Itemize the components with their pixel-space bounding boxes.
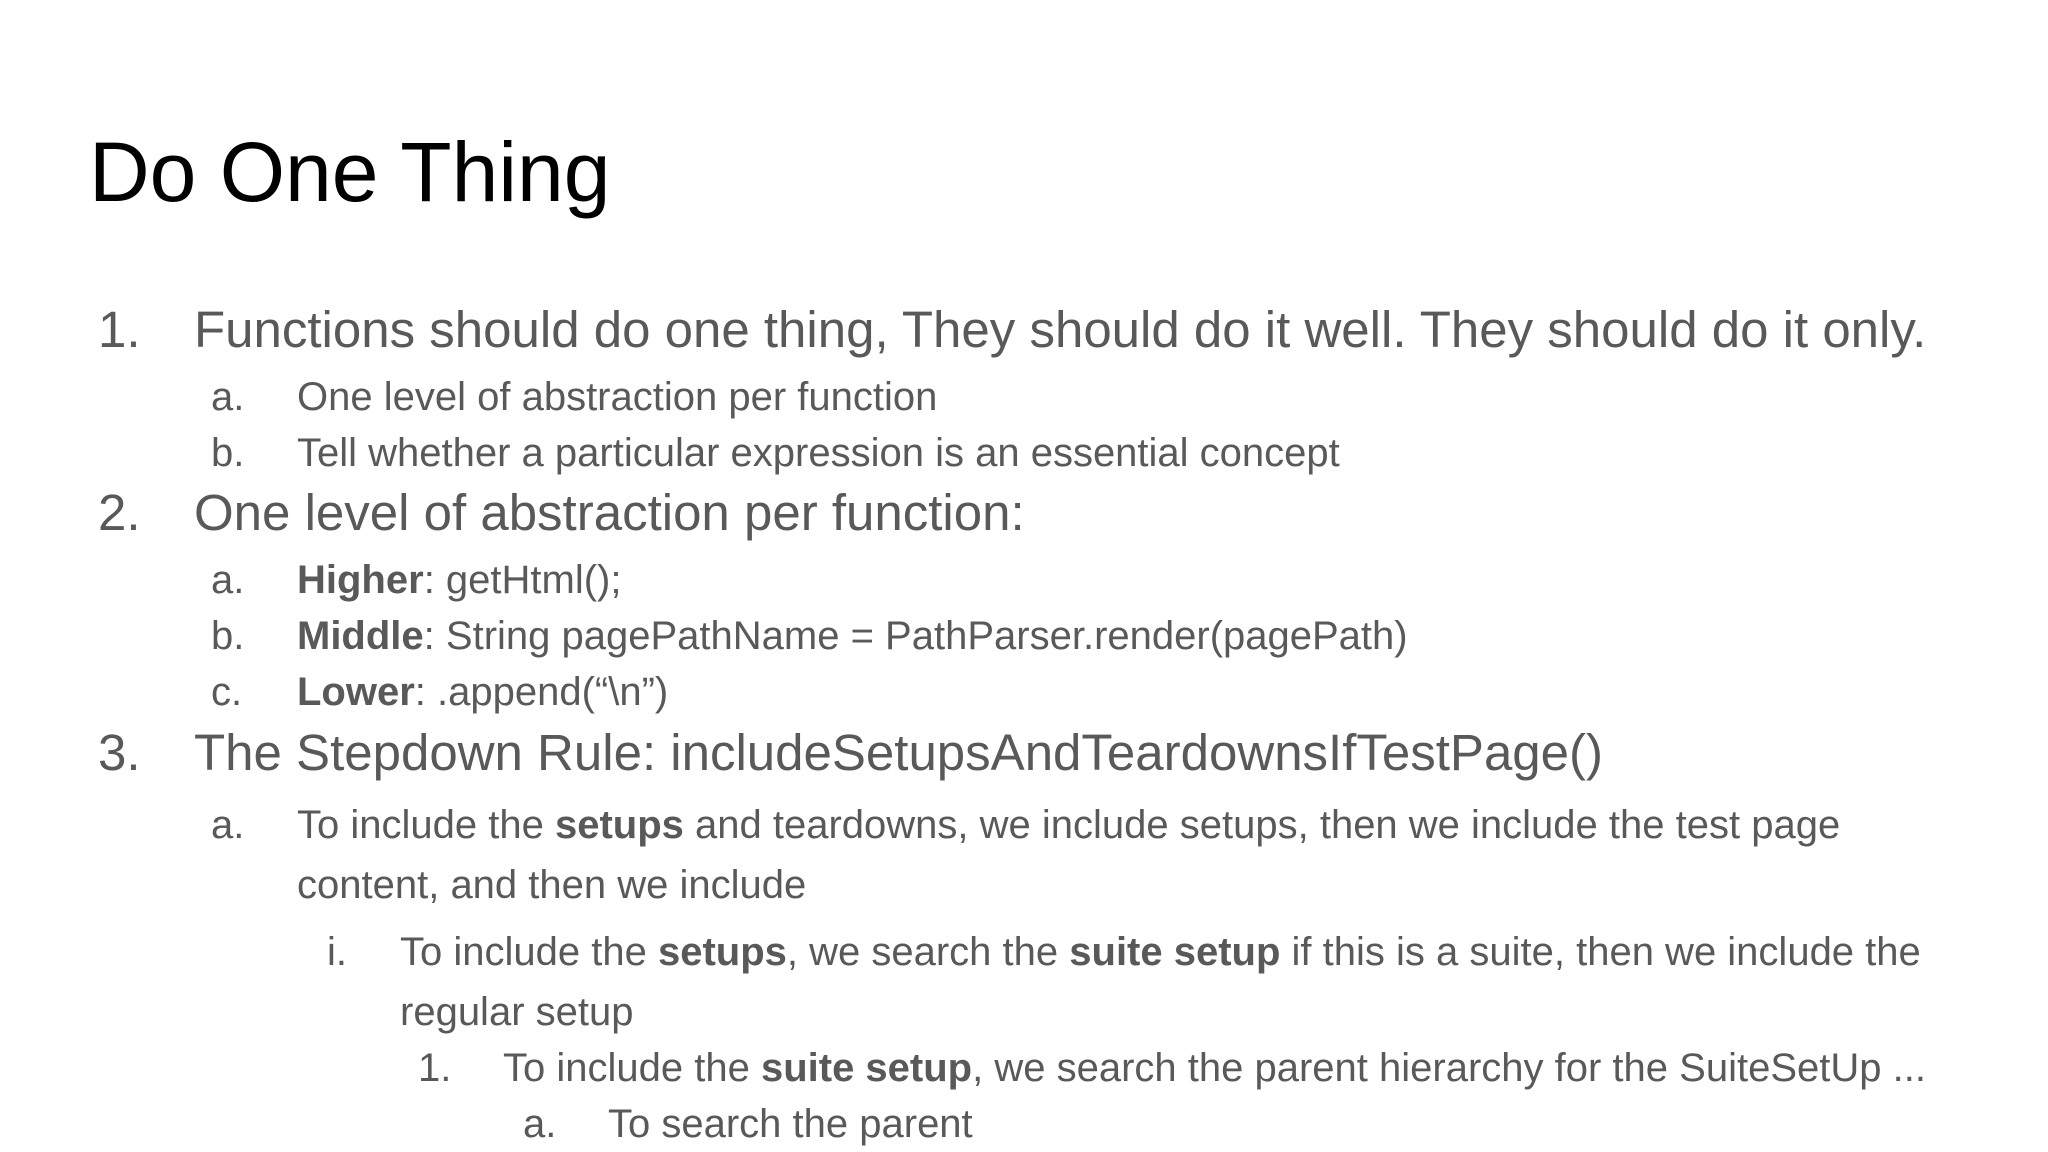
text-run: To include the [400,930,658,974]
list-marker: 1. [98,301,141,358]
list-item-text-line2: regular setup [400,990,634,1034]
text-run: To include the [503,1046,761,1090]
list-item-text-line2: content, and then we include [297,863,807,907]
bold-term: suite setup [1069,930,1281,974]
bold-term: Lower [297,670,415,714]
list-marker: a. [211,803,245,847]
list-marker: 2. [98,484,141,541]
list-marker: b. [211,614,245,658]
text-run: , we search the parent hierarchy for the SuiteSetUp ... [972,1046,1926,1090]
bold-term: Higher [297,558,424,602]
list-item-text [297,611,1408,661]
list-item-rest: : String pagePathName = PathParser.render(pagePath) [423,614,1408,658]
list-marker: b. [211,431,245,475]
list-item-text [503,1043,1926,1093]
text-run: if this is a suite, then we include the [1280,930,1921,974]
list-item-text: To search the parent [608,1102,973,1146]
list-item-text [400,927,1921,977]
list-marker: 1. [418,1046,452,1090]
list-item-text [297,667,668,717]
text-run: , we search the [786,930,1070,974]
list-marker: a. [211,375,245,419]
bold-term: suite setup [760,1046,973,1090]
slide-title: Do One Thing [89,125,611,219]
list-item-text: One level of abstraction per function: [194,484,1025,541]
list-marker: 3. [98,724,141,781]
list-item-text: The Stepdown Rule: includeSetupsAndTeardownsIfTestPage() [194,724,1603,781]
list-item-text: One level of abstraction per function [297,375,938,419]
list-item-rest: : getHtml(); [423,558,622,602]
list-marker: c. [211,670,243,714]
bold-term: setups [657,930,787,974]
text-run: and teardowns, we include setups, then we include the test page [683,803,1841,847]
list-item-text: Tell whether a particular expression is an essential concept [297,431,1340,475]
list-item-text: Functions should do one thing, They should do it well. They should do it only. [194,301,1927,358]
list-item-text [297,800,1840,850]
text-run: To include the [297,803,555,847]
list-item-text [297,555,621,605]
list-marker: a. [523,1102,557,1146]
bold-term: setups [554,803,684,847]
list-marker: i. [327,930,347,974]
bold-term: Middle [297,614,424,658]
list-marker: a. [211,558,245,602]
list-item-rest: : .append(“\n”) [414,670,669,714]
